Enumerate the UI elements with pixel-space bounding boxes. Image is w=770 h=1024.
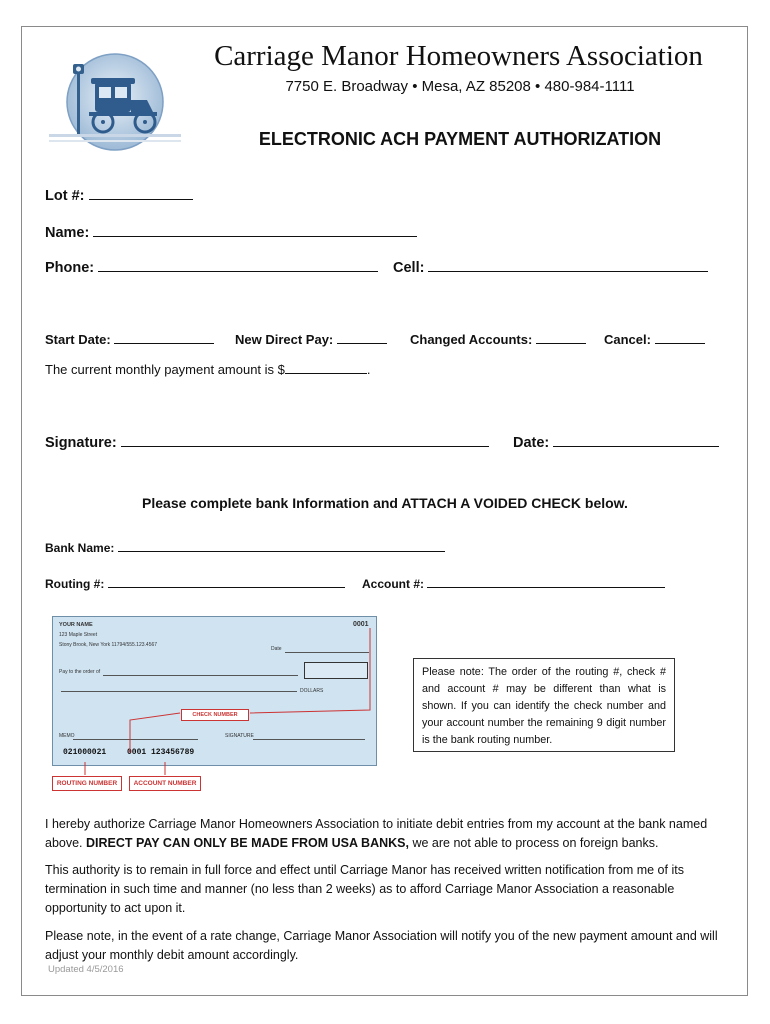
signature-field[interactable] [45, 435, 489, 451]
new-direct-pay-field[interactable] [235, 332, 387, 347]
date-blank[interactable] [553, 445, 719, 447]
payment-amount-blank[interactable] [285, 372, 367, 374]
payment-amount-label: The current monthly payment amount is $ [45, 362, 285, 377]
form-title: ELECTRONIC ACH PAYMENT AUTHORIZATION [258, 129, 662, 149]
authorization-paragraph-2: This authority is to remain in full force and effect until Carriage Manor has received written notification from me of its termination in such time and manner (no less than 2 weeks) as to afford Carriage Manor Association a reasonable opportunity to act upon it. [45, 863, 684, 915]
check-number-callout: CHECK NUMBER [181, 709, 249, 721]
organization-phone: 480-984-1111 [544, 78, 635, 95]
lot-blank[interactable] [89, 198, 193, 200]
check-pay-to-label: Pay to the order of [59, 669, 101, 675]
authorization-paragraph-1 [45, 815, 725, 853]
city-state-zip: Mesa, AZ 85208 [421, 78, 531, 95]
signature-blank[interactable] [121, 445, 489, 447]
organization-address [0, 78, 770, 95]
check-number-top: 0001 [353, 621, 369, 628]
check-street: 123 Maple Street [59, 632, 98, 638]
account-field[interactable] [362, 577, 665, 591]
routing-blank[interactable] [108, 586, 345, 588]
routing-label: Routing #: [45, 577, 105, 591]
routing-number-callout: ROUTING NUMBER [52, 776, 122, 791]
bank-name-label: Bank Name: [45, 541, 115, 555]
payment-amount-field[interactable] [45, 362, 371, 377]
name-field[interactable] [45, 225, 417, 241]
new-direct-pay-blank[interactable] [337, 342, 387, 344]
bank-name-blank[interactable] [118, 550, 445, 552]
start-date-label: Start Date: [45, 332, 111, 347]
check-date-label: Date [271, 646, 282, 652]
check-your-name: YOUR NAME [59, 622, 93, 628]
cell-label: Cell: [393, 260, 425, 276]
lot-field[interactable] [45, 188, 193, 204]
cell-blank[interactable] [428, 270, 708, 272]
start-date-field[interactable] [45, 332, 214, 347]
usa-banks-notice: DIRECT PAY CAN ONLY BE MADE FROM USA BANKS, [86, 836, 409, 850]
cell-field[interactable] [393, 260, 708, 276]
bank-heading: Please complete bank Information and ATTACH A VOIDED CHECK below. [142, 495, 628, 511]
bullet-separator: • [535, 78, 541, 95]
bank-name-field[interactable] [45, 541, 445, 555]
check-memo-label: MEMO [59, 733, 75, 739]
check-callout-arrows [40, 610, 385, 800]
phone-field[interactable] [45, 260, 378, 276]
account-blank[interactable] [427, 586, 665, 588]
authorization-paragraph-3: Please note, in the event of a rate change, Carriage Manor Association will notify you of the new payment amount and will adjust your monthly debit amount accordingly. [45, 929, 718, 962]
date-field[interactable] [513, 435, 719, 451]
check-dollars-label: DOLLARS [300, 688, 324, 694]
cancel-field[interactable] [604, 332, 705, 347]
changed-accounts-label: Changed Accounts: [410, 332, 533, 347]
updated-date: Updated 4/5/2016 [48, 964, 124, 975]
check-city-line: Stony Brook, New York 11794/555.123.4567 [59, 642, 158, 648]
authorization-text: I hereby authorize Carriage Manor Homeowners Association to initiate debit entries from my account at the bank named above. [45, 817, 708, 850]
changed-accounts-blank[interactable] [536, 342, 586, 344]
name-blank[interactable] [93, 235, 417, 237]
phone-blank[interactable] [98, 270, 378, 272]
organization-name: Carriage Manor Homeowners Association [214, 40, 703, 72]
signature-label: Signature: [45, 435, 117, 451]
routing-field[interactable] [45, 577, 345, 591]
payment-amount-period: . [366, 362, 371, 377]
account-label: Account #: [362, 577, 425, 591]
changed-accounts-field[interactable] [410, 332, 586, 347]
routing-note-box: Please note: The order of the routing #, check # and account # may be different than what is shown. If you can identify the check number and your account number the remaining 9 digit number is the bank routing number. [413, 658, 675, 752]
phone-label: Phone: [45, 260, 95, 276]
date-label: Date: [513, 435, 550, 451]
foreign-banks-text: we are not able to process on foreign banks. [412, 836, 659, 850]
check-routing-digits: 021000021 [63, 748, 107, 757]
cancel-label: Cancel: [604, 332, 651, 347]
name-label: Name: [45, 225, 90, 241]
check-number-digits: 0001 [127, 748, 147, 757]
street-address: 7750 E. Broadway [285, 78, 409, 95]
cancel-blank[interactable] [655, 342, 705, 344]
check-signature-label: SIGNATURE [225, 733, 254, 739]
lot-label: Lot #: [45, 188, 85, 204]
new-direct-pay-label: New Direct Pay: [235, 332, 334, 347]
start-date-blank[interactable] [114, 342, 214, 344]
account-number-callout: ACCOUNT NUMBER [129, 776, 201, 791]
bullet-separator: • [412, 78, 418, 95]
check-account-digits: 123456789 [151, 748, 195, 757]
